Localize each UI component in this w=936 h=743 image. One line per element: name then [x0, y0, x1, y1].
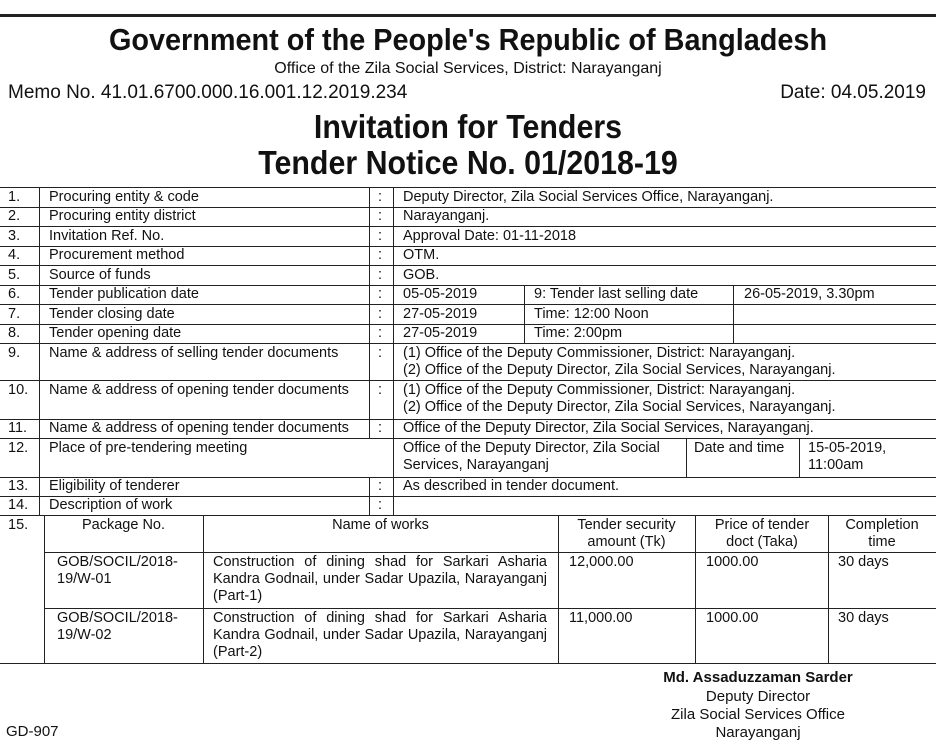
row-number: 2.: [8, 208, 21, 224]
meeting-date-value: 15-05-2019, 11:00am: [808, 440, 887, 473]
row-number: 10.: [8, 382, 29, 398]
signatory-designation: Deputy Director: [705, 688, 811, 705]
row-number: 12.: [8, 440, 29, 456]
row-value: Deputy Director, Zila Social Services Office, Narayanganj.: [403, 189, 774, 205]
row-label: Tender opening date: [49, 325, 182, 341]
row-number: 7.: [8, 306, 21, 322]
header-package: Package No.: [81, 517, 166, 533]
security-amount: 12,000.00: [569, 554, 634, 570]
row-colon: :: [378, 228, 383, 244]
row-value-line1: (1) Office of the Deputy Commissioner, District: Narayanganj.: [403, 345, 796, 361]
row-colon: :: [378, 247, 383, 263]
row-number: 3.: [8, 228, 21, 244]
document-price: 1000.00: [706, 610, 759, 626]
row-label: Invitation Ref. No.: [49, 228, 165, 244]
row-label: Place of pre-tendering meeting: [49, 440, 248, 456]
closing-time: Time: 12:00 Noon: [534, 306, 649, 322]
row-number: 9.: [8, 345, 21, 361]
page-title: Invitation for Tenders: [313, 108, 623, 145]
document-price: 1000.00: [706, 554, 759, 570]
row-label: Source of funds: [49, 267, 151, 283]
work-name: Construction of dining shad for Sarkari Asharia Kandra Godnail, under Sadar Upazila, Narayanganj (Part-1): [213, 554, 547, 604]
selling-date-value: 26-05-2019, 3.30pm: [744, 286, 875, 302]
row-number: 8.: [8, 325, 21, 341]
tender-table: [0, 187, 936, 664]
header-security: Tender security amount (Tk): [577, 517, 676, 550]
row-value: Office of the Deputy Director, Zila Social Services, Narayanganj.: [403, 420, 814, 436]
memo-date: Date: 04.05.2019: [780, 82, 926, 103]
row-colon: :: [378, 345, 383, 361]
completion-time: 30 days: [838, 554, 889, 570]
signatory-office: Zila Social Services Office: [671, 706, 845, 723]
tender-notice-number: Tender Notice No. 01/2018-19: [258, 144, 678, 181]
row-value: OTM.: [403, 247, 440, 263]
package-number: GOB/SOCIL/2018-19/W-02: [57, 610, 178, 643]
row-colon: :: [378, 497, 383, 513]
row-label: Tender publication date: [49, 286, 199, 302]
row-value: 27-05-2019: [403, 325, 478, 341]
row-label: Procuring entity & code: [49, 189, 199, 205]
opening-time: Time: 2:00pm: [534, 325, 623, 341]
row-value: As described in tender document.: [403, 478, 620, 494]
row-number: 14.: [8, 497, 29, 513]
row-label: Description of work: [49, 497, 173, 513]
row-colon: :: [378, 382, 383, 398]
memo-number: Memo No. 41.01.6700.000.16.001.12.2019.234: [8, 82, 408, 103]
row-colon: :: [378, 267, 383, 283]
row-value-line2: (2) Office of the Deputy Director, Zila Social Services, Narayanganj.: [403, 362, 836, 378]
row-value: GOB.: [403, 267, 440, 283]
top-rule: [0, 14, 936, 17]
row-label: Name & address of opening tender documents: [49, 420, 349, 436]
row-colon: :: [378, 420, 383, 436]
meeting-place: Office of the Deputy Director, Zila Social Services, Narayanganj: [403, 440, 660, 473]
completion-time: 30 days: [838, 610, 889, 626]
row-value-line2: (2) Office of the Deputy Director, Zila Social Services, Narayanganj.: [403, 399, 836, 415]
row-colon: :: [378, 306, 383, 322]
header-completion: Completion time: [845, 517, 919, 550]
row-label: Procurement method: [49, 247, 185, 263]
row-colon: :: [378, 325, 383, 341]
footer-code: GD-907: [6, 723, 59, 740]
header-price: Price of tender doct (Taka): [714, 517, 810, 550]
row-value-line1: (1) Office of the Deputy Commissioner, District: Narayanganj.: [403, 382, 796, 398]
row-label: Name & address of selling tender documents: [49, 345, 339, 361]
row-label: Tender closing date: [49, 306, 175, 322]
row-colon: :: [378, 478, 383, 494]
row-colon: :: [378, 189, 383, 205]
row-label: Eligibility of tenderer: [49, 478, 180, 494]
row-number: 13.: [8, 478, 29, 494]
selling-date-label: 9: Tender last selling date: [534, 286, 699, 302]
row-colon: :: [378, 286, 383, 302]
work-name: Construction of dining shad for Sarkari Asharia Kandra Godnail, under Sadar Upazila, Narayanganj (Part-2): [213, 610, 547, 660]
row-number: 6.: [8, 286, 21, 302]
row-number: 5.: [8, 267, 21, 283]
office-subheading: Office of the Zila Social Services, District: Narayanganj: [274, 60, 662, 77]
header-works: Name of works: [332, 517, 429, 533]
row-value: 05-05-2019: [403, 286, 478, 302]
security-amount: 11,000.00: [569, 610, 633, 626]
row-colon: :: [378, 208, 383, 224]
row-value: Narayanganj.: [403, 208, 490, 224]
row-label: Name & address of opening tender documents: [49, 382, 349, 398]
signatory-name: Md. Assaduzzaman Sarder: [663, 669, 853, 686]
package-number: GOB/SOCIL/2018-19/W-01: [57, 554, 178, 587]
government-heading: Government of the People's Republic of Bangladesh: [108, 22, 828, 57]
meeting-date-label: Date and time: [694, 440, 785, 456]
row-label: Procuring entity district: [49, 208, 196, 224]
row-number: 11.: [8, 420, 28, 436]
row-number: 4.: [8, 247, 21, 263]
row-value: 27-05-2019: [403, 306, 478, 322]
row-value: Approval Date: 01-11-2018: [403, 228, 577, 244]
row-number: 15.: [8, 517, 29, 533]
row-number: 1.: [8, 189, 21, 205]
signatory-district: Narayanganj: [715, 724, 801, 741]
